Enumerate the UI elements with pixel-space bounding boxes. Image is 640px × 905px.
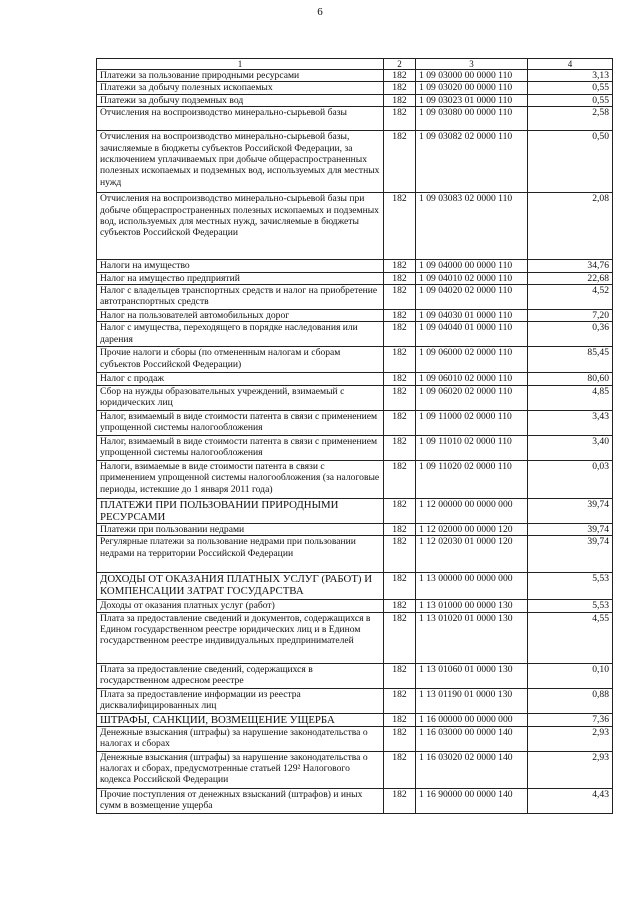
table-row [97,385,613,410]
row-budget-code-cell: 1 12 02000 00 0000 120 [416,523,528,535]
row-admin-code-cell: 182 [384,536,416,573]
row-name-cell: Налог, взимаемый в виде стоимости патента в связи с применением упрощенной системы налогообложения [97,410,384,435]
row-amount-cell: 4,85 [528,385,613,410]
row-admin-code-cell: 182 [384,82,416,94]
row-budget-code-cell: 1 09 03083 02 0000 110 [416,193,528,260]
row-amount-cell: 34,76 [528,260,613,272]
table-row [97,193,613,260]
row-amount-cell: 39,74 [528,536,613,573]
row-name-cell: Налог с владельцев транспортных средств и налог на приобретение автотранспортных средств [97,285,384,310]
row-budget-code-cell: 1 16 00000 00 0000 000 [416,713,528,726]
row-admin-code-cell: 182 [384,322,416,347]
row-amount-cell: 2,58 [528,107,613,131]
row-budget-code-cell: 1 12 00000 00 0000 000 [416,498,528,523]
table-row [97,107,613,131]
table-row [97,460,613,498]
table-row [97,410,613,435]
table-row [97,82,613,94]
row-budget-code-cell: 1 09 11000 02 0000 110 [416,410,528,435]
row-admin-code-cell: 182 [384,498,416,523]
table-row [97,523,613,535]
row-budget-code-cell: 1 09 04040 01 0000 110 [416,322,528,347]
row-budget-code-cell: 1 09 04000 00 0000 110 [416,260,528,272]
row-name-cell: Доходы от оказания платных услуг (работ) [97,600,384,612]
table-row [97,600,613,612]
row-amount-cell: 2,93 [528,726,613,751]
table-body [97,70,613,814]
table-row [97,285,613,310]
table-row [97,272,613,284]
row-admin-code-cell: 182 [384,688,416,713]
row-admin-code-cell: 182 [384,410,416,435]
row-admin-code-cell: 182 [384,523,416,535]
column-header-4: 4 [528,59,613,70]
row-budget-code-cell: 1 09 06010 02 0000 110 [416,373,528,385]
row-amount-cell: 22,68 [528,272,613,284]
table-row [97,498,613,523]
row-amount-cell: 2,93 [528,751,613,788]
row-admin-code-cell: 182 [384,373,416,385]
table-row [97,310,613,322]
table-row [97,788,613,813]
row-budget-code-cell: 1 13 01000 00 0000 130 [416,600,528,612]
row-budget-code-cell: 1 09 11020 02 0000 110 [416,460,528,498]
row-name-cell: Платежи при пользовании недрами [97,523,384,535]
row-budget-code-cell: 1 09 04030 01 0000 110 [416,310,528,322]
table-row [97,347,613,373]
column-header-1: 1 [97,59,384,70]
row-budget-code-cell: 1 13 01020 01 0000 130 [416,612,528,663]
row-name-cell: Налог с продаж [97,373,384,385]
row-name-cell: Денежные взыскания (штрафы) за нарушение законодательства о налогах и сборах, предусмотренные статьей 129² Налогового кодекса Российской Федерации [97,751,384,788]
table-row [97,663,613,688]
row-admin-code-cell: 182 [384,131,416,193]
row-amount-cell: 0,55 [528,94,613,106]
table-row [97,435,613,460]
table-row [97,713,613,726]
row-amount-cell: 4,43 [528,788,613,813]
row-amount-cell: 80,60 [528,373,613,385]
page-number: 6 [317,6,323,18]
row-admin-code-cell: 182 [384,612,416,663]
row-name-cell: Налоги на имущество [97,260,384,272]
table-row [97,131,613,193]
row-amount-cell: 0,88 [528,688,613,713]
row-name-cell: ШТРАФЫ, САНКЦИИ, ВОЗМЕЩЕНИЕ УЩЕРБА [97,713,384,726]
row-amount-cell: 39,74 [528,523,613,535]
row-budget-code-cell: 1 16 03020 02 0000 140 [416,751,528,788]
row-admin-code-cell: 182 [384,751,416,788]
row-admin-code-cell: 182 [384,600,416,612]
row-name-cell: Налог на пользователей автомобильных дорог [97,310,384,322]
table-header-row [97,59,613,70]
table-row [97,70,613,82]
row-name-cell: Налог с имущества, переходящего в порядке наследования или дарения [97,322,384,347]
row-budget-code-cell: 1 12 02030 01 0000 120 [416,536,528,573]
table-row [97,688,613,713]
row-budget-code-cell: 1 13 00000 00 0000 000 [416,573,528,600]
row-amount-cell: 3,13 [528,70,613,82]
row-name-cell: Отчисления на воспроизводство минерально-сырьевой базы, зачисляемые в бюджеты субъектов Российской Федерации, за исключением уплачиваемых при добыче общераспространенных полезных ископаемых и подземных вод, используемых для местных нужд [97,131,384,193]
row-amount-cell: 3,40 [528,435,613,460]
table-row [97,322,613,347]
row-admin-code-cell: 182 [384,285,416,310]
row-amount-cell: 39,74 [528,498,613,523]
row-admin-code-cell: 182 [384,788,416,813]
table-row [97,536,613,573]
row-name-cell: Регулярные платежи за пользование недрами при пользовании недрами на территории Российской Федерации [97,536,384,573]
revenue-table [96,58,613,814]
column-header-2: 2 [384,59,416,70]
row-amount-cell: 4,52 [528,285,613,310]
row-budget-code-cell: 1 13 01060 01 0000 130 [416,663,528,688]
row-budget-code-cell: 1 13 01190 01 0000 130 [416,688,528,713]
row-name-cell: Платежи за пользование природными ресурсами [97,70,384,82]
row-name-cell: Отчисления на воспроизводство минерально-сырьевой базы [97,107,384,131]
row-budget-code-cell: 1 09 06020 02 0000 110 [416,385,528,410]
table-row [97,751,613,788]
row-amount-cell: 0,03 [528,460,613,498]
row-budget-code-cell: 1 09 06000 02 0000 110 [416,347,528,373]
row-admin-code-cell: 182 [384,726,416,751]
row-name-cell: Платежи за добычу подземных вод [97,94,384,106]
row-amount-cell: 7,36 [528,713,613,726]
row-admin-code-cell: 182 [384,347,416,373]
row-budget-code-cell: 1 09 04010 02 0000 110 [416,272,528,284]
row-admin-code-cell: 182 [384,435,416,460]
row-budget-code-cell: 1 09 03082 02 0000 110 [416,131,528,193]
row-amount-cell: 7,20 [528,310,613,322]
row-amount-cell: 4,55 [528,612,613,663]
row-admin-code-cell: 182 [384,70,416,82]
row-name-cell: Налог, взимаемый в виде стоимости патента в связи с применением упрощенной системы налогообложения [97,435,384,460]
row-name-cell: Отчисления на воспроизводство минерально-сырьевой базы при добыче общераспространенных полезных ископаемых и подземных вод, используемых для местных нужд, зачисляемые в бюджеты субъектов Российской Федерации [97,193,384,260]
row-name-cell: Платежи за добычу полезных ископаемых [97,82,384,94]
row-budget-code-cell: 1 09 03080 00 0000 110 [416,107,528,131]
row-name-cell: Плата за предоставление сведений и документов, содержащихся в Едином государственном реестре юридических лиц и в Едином государственном реестре индивидуальных предпринимателей [97,612,384,663]
row-amount-cell: 3,43 [528,410,613,435]
row-amount-cell: 0,50 [528,131,613,193]
row-admin-code-cell: 182 [384,193,416,260]
table-row [97,612,613,663]
row-name-cell: Налоги, взимаемые в виде стоимости патента в связи с применением упрощенной системы налогообложения (за налоговые периоды, истекшие до 1 января 2011 года) [97,460,384,498]
row-admin-code-cell: 182 [384,260,416,272]
row-admin-code-cell: 182 [384,573,416,600]
row-name-cell: Денежные взыскания (штрафы) за нарушение законодательства о налогах и сборах [97,726,384,751]
row-admin-code-cell: 182 [384,663,416,688]
row-budget-code-cell: 1 16 03000 00 0000 140 [416,726,528,751]
row-amount-cell: 0,10 [528,663,613,688]
row-amount-cell: 85,45 [528,347,613,373]
row-budget-code-cell: 1 16 90000 00 0000 140 [416,788,528,813]
row-admin-code-cell: 182 [384,94,416,106]
row-budget-code-cell: 1 09 03000 00 0000 110 [416,70,528,82]
row-admin-code-cell: 182 [384,107,416,131]
row-name-cell: Плата за предоставление информации из реестра дисквалифицированных лиц [97,688,384,713]
table-row [97,726,613,751]
row-name-cell: Налог на имущество предприятий [97,272,384,284]
row-admin-code-cell: 182 [384,385,416,410]
row-amount-cell: 0,36 [528,322,613,347]
row-admin-code-cell: 182 [384,272,416,284]
row-amount-cell: 0,55 [528,82,613,94]
row-budget-code-cell: 1 09 03020 00 0000 110 [416,82,528,94]
table-row [97,373,613,385]
row-name-cell: Плата за предоставление сведений, содержащихся в государственном адресном реестре [97,663,384,688]
row-admin-code-cell: 182 [384,460,416,498]
table-row [97,260,613,272]
row-budget-code-cell: 1 09 03023 01 0000 110 [416,94,528,106]
row-amount-cell: 5,53 [528,573,613,600]
row-budget-code-cell: 1 09 11010 02 0000 110 [416,435,528,460]
row-amount-cell: 5,53 [528,600,613,612]
row-name-cell: Прочие налоги и сборы (по отмененным налогам и сборам субъектов Российской Федерации) [97,347,384,373]
table-row [97,94,613,106]
row-name-cell: ПЛАТЕЖИ ПРИ ПОЛЬЗОВАНИИ ПРИРОДНЫМИ РЕСУРСАМИ [97,498,384,523]
row-admin-code-cell: 182 [384,310,416,322]
column-header-3: 3 [416,59,528,70]
row-budget-code-cell: 1 09 04020 02 0000 110 [416,285,528,310]
row-name-cell: Сбор на нужды образовательных учреждений, взимаемый с юридических лиц [97,385,384,410]
row-name-cell: ДОХОДЫ ОТ ОКАЗАНИЯ ПЛАТНЫХ УСЛУГ (РАБОТ) И КОМПЕНСАЦИИ ЗАТРАТ ГОСУДАРСТВА [97,573,384,600]
row-admin-code-cell: 182 [384,713,416,726]
row-amount-cell: 2,08 [528,193,613,260]
table-row [97,573,613,600]
row-name-cell: Прочие поступления от денежных взысканий (штрафов) и иных сумм в возмещение ущерба [97,788,384,813]
